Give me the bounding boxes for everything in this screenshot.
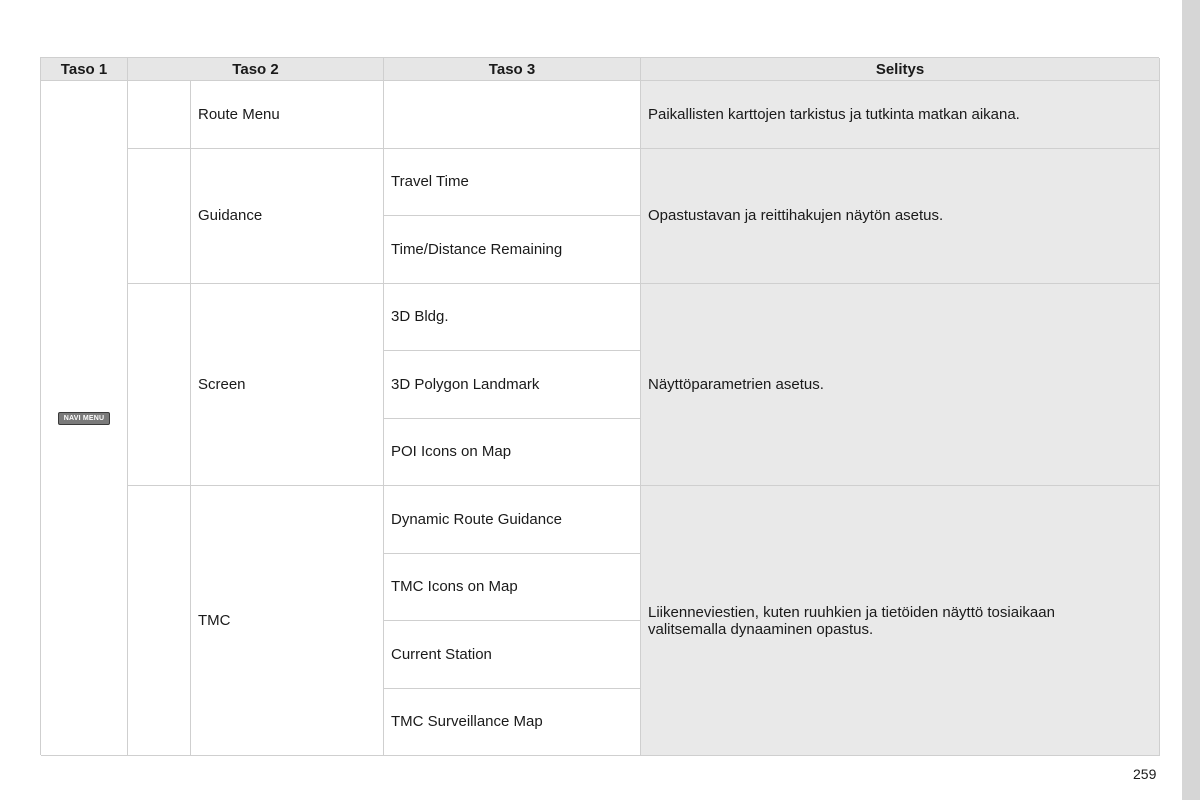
level3-tmc-surveillance-map: TMC Surveillance Map — [384, 689, 641, 757]
header-taso-1: Taso 1 — [41, 58, 128, 81]
page-number: 259 — [1133, 766, 1157, 782]
description-text: Paikallisten karttojen tarkistus ja tutkinta matkan aikana. — [648, 105, 1020, 123]
description-route-menu — [641, 81, 1160, 149]
header-taso-3: Taso 3 — [384, 58, 641, 81]
level3-tmc-icons-on-map: TMC Icons on Map — [384, 554, 641, 622]
description-text: Opastustavan ja reittihakujen näytön asetus. — [648, 207, 944, 224]
level3-3d-bldg: 3D Bldg. — [384, 284, 641, 352]
spacer-cell — [128, 149, 191, 284]
header-selitys: Selitys — [641, 58, 1160, 81]
level3-current-station: Current Station — [384, 621, 641, 689]
page-edge-strip — [1182, 0, 1200, 800]
description-text: Näyttöparametrien asetus. — [648, 375, 824, 393]
navi-menu-button-icon: NAVI MENU — [58, 412, 111, 425]
level2-route-menu: Route Menu — [191, 81, 384, 149]
navi-menu-table — [40, 57, 1159, 755]
level2-screen: Screen — [191, 284, 384, 487]
level2-tmc: TMC — [191, 486, 384, 756]
description-text: Liikenneviestien, kuten ruuhkien ja tietöiden näyttö tosiaikaan valitsemalla dynaaminen opastus. — [648, 603, 1055, 638]
spacer-cell — [128, 284, 191, 487]
description-tmc — [641, 486, 1160, 756]
level3-time-distance-remaining: Time/Distance Remaining — [384, 216, 641, 284]
level3-poi-icons-on-map: POI Icons on Map — [384, 419, 641, 487]
level1-cell — [41, 81, 128, 756]
level3-3d-polygon-landmark: 3D Polygon Landmark — [384, 351, 641, 419]
level2-guidance: Guidance — [191, 149, 384, 284]
level3-travel-time: Travel Time — [384, 149, 641, 217]
description-screen — [641, 284, 1160, 487]
description-guidance — [641, 149, 1160, 284]
spacer-cell — [128, 81, 191, 149]
spacer-cell — [128, 486, 191, 756]
header-taso-2: Taso 2 — [128, 58, 384, 81]
level3-dynamic-route-guidance: Dynamic Route Guidance — [384, 486, 641, 554]
level3-cell — [384, 81, 641, 149]
